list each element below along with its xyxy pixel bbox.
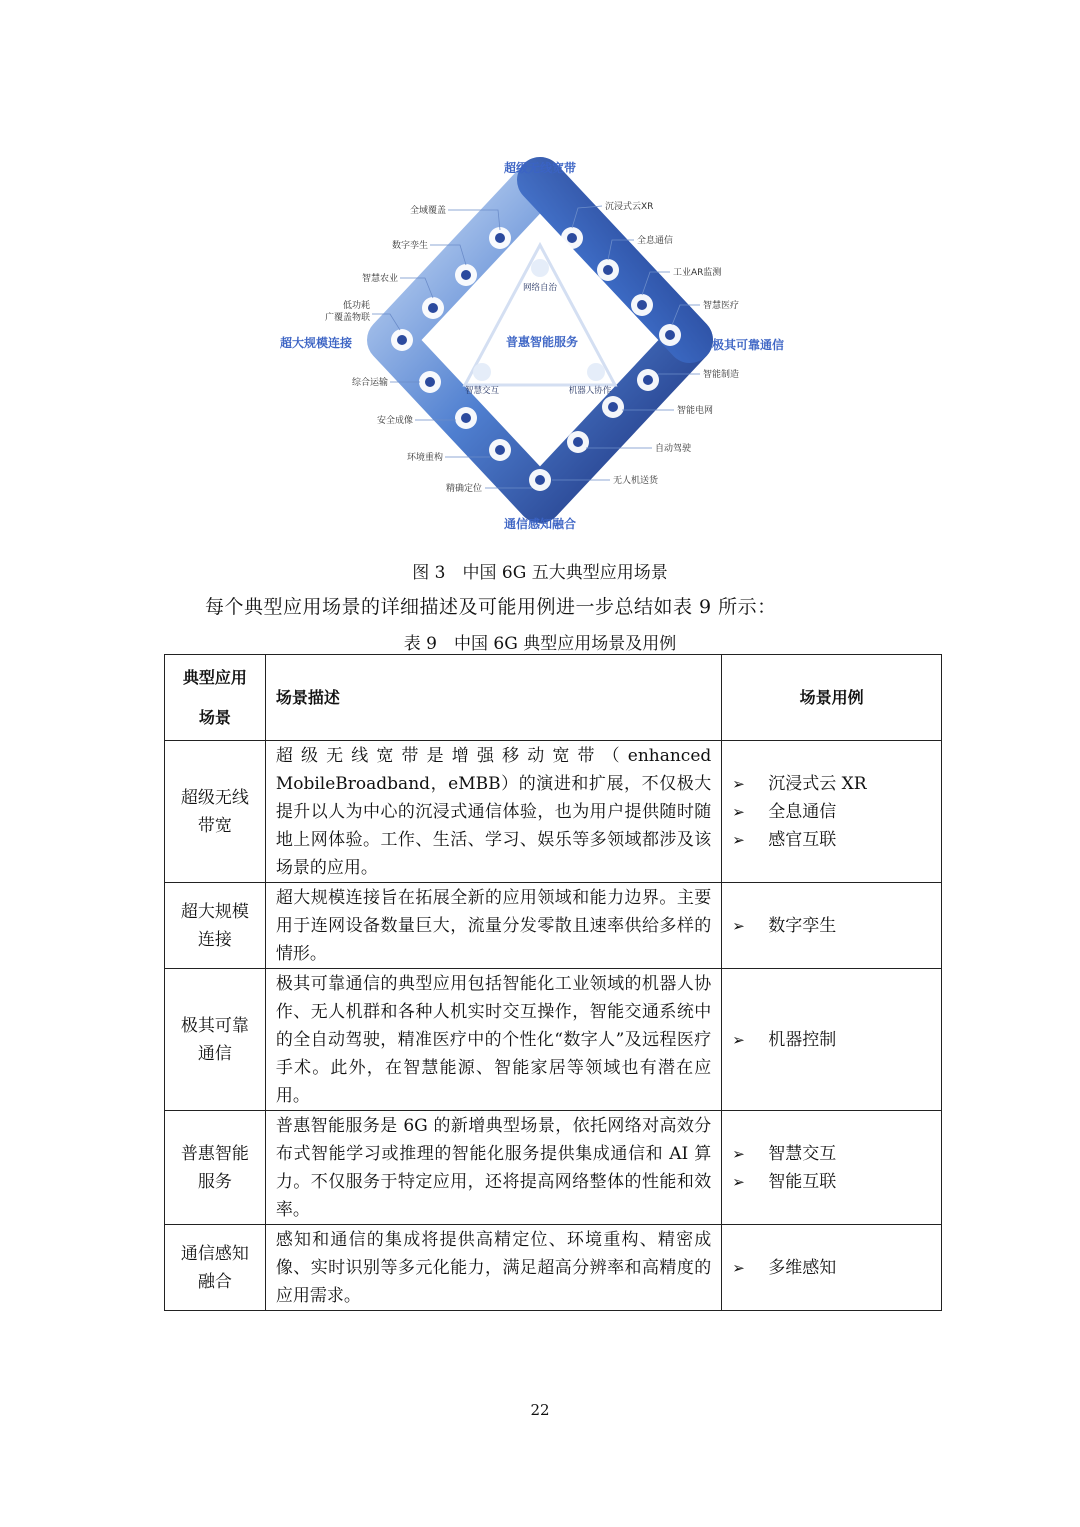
table-caption: 表 9 中国 6G 典型应用场景及用例 [403, 634, 677, 654]
inner-right: 机器人协作 [568, 386, 612, 396]
label-security-imaging: 安全成像 [376, 416, 413, 426]
header-examples: 场景用例 [722, 655, 942, 741]
scenario-name [165, 741, 266, 883]
bullet-arrow-icon: ➢ [732, 830, 745, 849]
bullet-arrow-icon: ➢ [732, 1144, 745, 1163]
label-smart-manufacturing: 智能制造 [703, 370, 740, 380]
bullet-arrow-icon: ➢ [732, 1172, 745, 1191]
scenario-name-line: 极其可靠 [180, 1015, 249, 1036]
head-left: 超大规模连接 [280, 336, 353, 350]
scenario-name-line: 服务 [197, 1171, 232, 1192]
example-item [732, 1254, 931, 1282]
example-text: 智能互联 [768, 1171, 837, 1192]
example-text: 全息通信 [768, 801, 837, 822]
scenario-name [165, 1111, 266, 1225]
label-smart-agriculture: 智慧农业 [361, 274, 398, 284]
example-text: 数字孪生 [768, 915, 837, 936]
header-description: 场景描述 [265, 655, 721, 741]
head-bottom: 通信感知融合 [503, 517, 577, 531]
example-item [732, 1026, 931, 1054]
scenario-name [165, 1225, 266, 1311]
page-number: 22 [530, 1401, 550, 1419]
scenario-name-line: 超级无线 [180, 787, 249, 808]
scenario-name-line: 普惠智能 [180, 1143, 249, 1164]
inner-left: 智慧交互 [464, 386, 500, 396]
head-top: 超级无线宽带 [503, 161, 577, 175]
table-row [165, 1225, 942, 1311]
label-precise-position: 精确定位 [445, 484, 482, 494]
label-industrial-ar: 工业AR监测 [673, 268, 722, 278]
table-row [165, 883, 942, 969]
scenario-diagram [270, 150, 810, 540]
label-wide-iot: 广覆盖物联 [324, 313, 370, 323]
scenario-name-line: 超大规模 [180, 901, 249, 922]
example-item [732, 1140, 931, 1168]
table-row [165, 1111, 942, 1225]
inner-top: 网络自治 [522, 283, 558, 293]
head-center: 普惠智能服务 [505, 335, 579, 349]
table-row [165, 969, 942, 1111]
example-item [732, 1168, 931, 1196]
example-text: 感官互联 [768, 829, 837, 850]
scenario-description: 超级无线宽带是增强移动宽带（enhanced MobileBroadband，eMBB）的演进和扩展，不仅极大提升以人为中心的沉浸式通信体验，也为用户提供随时随地上网体验。工作、生活、学习、娱乐等多领域都涉及该场景的应用。 [265, 741, 721, 883]
head-right: 极其可靠通信 [712, 338, 785, 352]
scenario-name [165, 883, 266, 969]
example-item [732, 770, 931, 798]
table-row [165, 741, 942, 883]
scenario-examples [722, 1111, 942, 1225]
header-scenario-line1: 典型应用 [182, 667, 247, 687]
scenario-description: 极其可靠通信的典型应用包括智能化工业领域的机器人协作、无人机群和各种人机实时交互操作，智能交通系统中的全自动驾驶，精准医疗中的个性化“数字人”及远程医疗手术。此外，在智慧能源、智能家居等领域也有潜在应用。 [265, 969, 721, 1111]
scenario-examples [722, 741, 942, 883]
bullet-arrow-icon: ➢ [732, 916, 745, 935]
bullet-arrow-icon: ➢ [732, 802, 745, 821]
scenario-name-line: 融合 [197, 1271, 232, 1292]
label-full-coverage: 全域覆盖 [409, 206, 446, 216]
label-smart-grid: 智能电网 [677, 406, 714, 416]
example-text: 沉浸式云 XR [768, 773, 867, 794]
bullet-arrow-icon: ➢ [732, 774, 745, 793]
table-body [165, 741, 942, 1311]
scenario-name-line: 通信感知 [180, 1243, 249, 1264]
example-text: 智慧交互 [768, 1143, 837, 1164]
scenario-examples [722, 883, 942, 969]
bullet-arrow-icon: ➢ [732, 1030, 745, 1049]
intro-paragraph: 每个典型应用场景的详细描述及可能用例进一步总结如表 9 所示： [205, 596, 777, 618]
example-item [732, 912, 931, 940]
scenario-description: 感知和通信的集成将提供高精定位、环境重构、精密成像、实时识别等多元化能力，满足超高分辨率和高精度的应用需求。 [265, 1225, 721, 1311]
example-text: 多维感知 [768, 1257, 837, 1278]
label-smart-medical: 智慧医疗 [703, 301, 740, 311]
scenario-description: 超大规模连接旨在拓展全新的应用领域和能力边界。主要用于连网设备数量巨大，流量分发零散且速率供给多样的情形。 [265, 883, 721, 969]
label-drone-delivery: 无人机送货 [613, 476, 659, 486]
table-header-row [165, 655, 942, 741]
scenario-table [164, 654, 942, 1311]
scenario-description: 普惠智能服务是 6G 的新增典型场景，依托网络对高效分布式智能学习或推理的智能化服务提供集成通信和 AI 算力。不仅服务于特定应用，还将提高网络整体的性能和效率。 [265, 1111, 721, 1225]
label-low-power: 低功耗 [342, 301, 370, 311]
example-item [732, 798, 931, 826]
scenario-examples [722, 969, 942, 1111]
scenario-name-line: 通信 [197, 1043, 232, 1064]
header-scenario-line2: 场景 [198, 707, 231, 727]
scenario-name-line: 连接 [197, 929, 232, 950]
label-digital-twin: 数字孪生 [391, 241, 428, 251]
example-text: 机器控制 [768, 1029, 837, 1050]
scenario-examples [722, 1225, 942, 1311]
scenario-name [165, 969, 266, 1111]
label-holographic: 全息通信 [637, 236, 674, 246]
label-transport: 综合运输 [351, 378, 388, 388]
diamond-diagram-svg [270, 150, 810, 540]
example-item [732, 826, 931, 854]
figure-caption: 图 3 中国 6G 五大典型应用场景 [412, 563, 668, 583]
header-scenario [165, 655, 266, 741]
label-autonomous-driving: 自动驾驶 [655, 444, 692, 454]
bullet-arrow-icon: ➢ [732, 1258, 745, 1277]
scenario-name-line: 带宽 [197, 815, 232, 836]
label-env-reconstruct: 环境重构 [406, 453, 443, 463]
label-cloud-xr: 沉浸式云XR [605, 202, 654, 212]
